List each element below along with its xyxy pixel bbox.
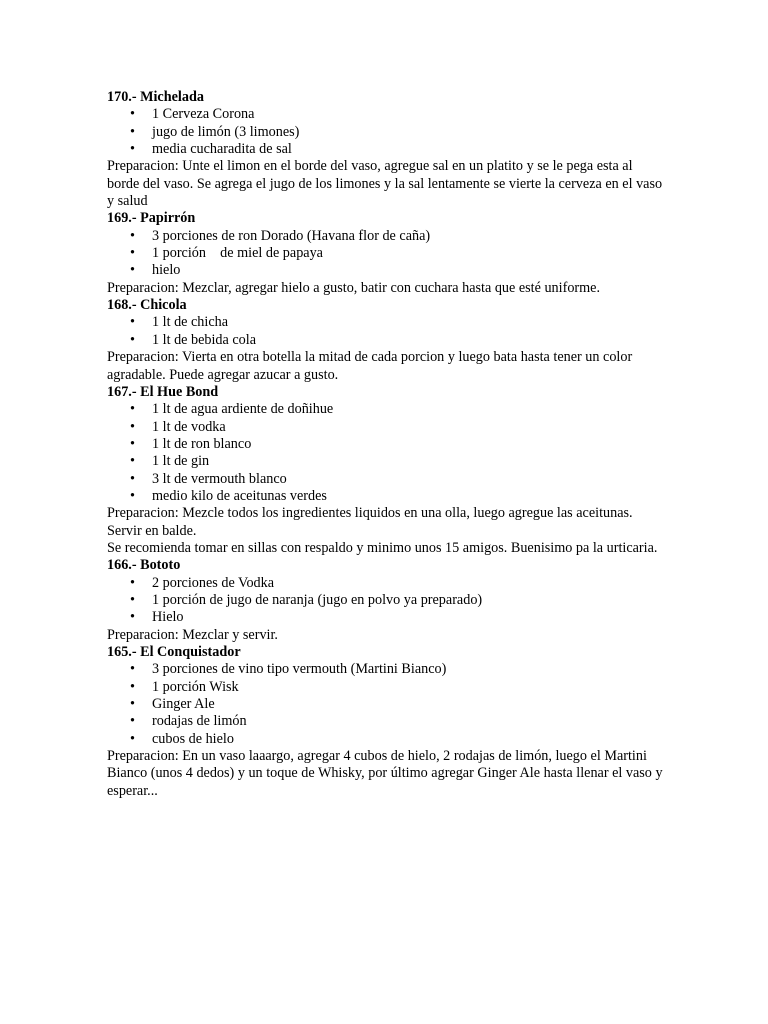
ingredient-text: 1 porción Wisk [152,678,239,695]
ingredient-list [107,106,667,158]
ingredient-text: cubos de hielo [152,730,234,747]
bullet-icon: • [130,470,135,487]
bullet-icon: • [130,661,135,678]
ingredient-item [107,314,667,331]
ingredient-text: 3 porciones de ron Dorado (Havana flor de caña) [152,227,431,244]
ingredient-text: 1 porción de jugo de naranja (jugo en polvo ya preparado) [152,591,483,608]
ingredient-text: 3 porciones de vino tipo vermouth (Martini Bianco) [152,661,447,678]
ingredient-item [107,696,667,713]
ingredient-item [107,661,667,678]
ingredient-text: 1 lt de chicha [152,314,229,331]
recipe-title: 167.- El Hue Bond [107,383,219,400]
recipe-section [107,89,667,210]
ingredient-text: jugo de limón (3 limones) [152,123,300,140]
bullet-icon: • [130,331,135,348]
ingredient-item [107,262,667,279]
ingredient-list [107,401,667,505]
preparation-note: Se recomienda tomar en sillas con respaldo y minimo unos 15 amigos. Buenisimo pa la urticaria. [107,539,658,556]
bullet-icon: • [130,453,135,470]
ingredient-item [107,471,667,488]
recipe-section [107,297,667,384]
ingredient-list [107,575,667,627]
ingredient-text: Hielo [152,609,184,626]
preparation-text: Preparacion: Mezcle todos los ingredientes liquidos en una olla, luego agregue las aceitunas. Servir en balde. [107,505,633,539]
ingredient-text: 3 lt de vermouth blanco [152,470,287,487]
ingredient-text: 1 Cerveza Corona [152,106,255,123]
recipe-section [107,210,667,297]
ingredient-item [107,609,667,626]
recipe-section [107,644,667,800]
ingredient-item [107,141,667,158]
ingredient-list [107,314,667,349]
preparation-text: Preparacion: En un vaso laaargo, agregar 4 cubos de hielo, 2 rodajas de limón, luego el Martini Bianco (unos 4 dedos) y un toque de Whisky, por último agregar Ginger Ale hasta llenar el vaso y esperar... [107,748,663,799]
ingredient-text: 1 porción de miel de papaya [152,245,323,262]
preparation-text: Preparacion: Unte el limon en el borde del vaso, agregue sal en un platito y se le pega esta al borde del vaso. Se agrega el jugo de los limones y la sal lentamente se vierte la cerveza en el vaso y salud [107,158,663,210]
bullet-icon: • [130,141,135,158]
ingredient-item [107,731,667,748]
bullet-icon: • [130,245,135,262]
recipe-title: 165.- El Conquistador [107,644,241,660]
bullet-icon: • [130,591,135,608]
ingredient-item [107,679,667,696]
recipe-section [107,557,667,644]
ingredient-item [107,575,667,592]
ingredient-item [107,245,667,262]
ingredient-item [107,453,667,470]
bullet-icon: • [130,106,135,123]
bullet-icon: • [130,487,135,504]
ingredient-item [107,106,667,123]
ingredient-item [107,401,667,418]
document-body [107,89,667,800]
recipe-title: 170.- Michelada [107,89,204,105]
ingredient-item [107,488,667,505]
bullet-icon: • [130,730,135,747]
recipe-title: 168.- Chicola [107,297,187,314]
ingredient-list [107,661,667,748]
ingredient-text: 1 lt de ron blanco [152,435,252,452]
bullet-icon: • [130,574,135,591]
bullet-icon: • [130,678,135,695]
ingredient-text: medio kilo de aceitunas verdes [152,487,327,504]
ingredient-text: rodajas de limón [152,713,247,730]
bullet-icon: • [130,227,135,244]
ingredient-item [107,332,667,349]
bullet-icon: • [130,262,135,279]
ingredient-item [107,228,667,245]
bullet-icon: • [130,696,135,713]
ingredient-text: 1 lt de vodka [152,418,226,435]
ingredient-text: media cucharadita de sal [152,141,292,158]
bullet-icon: • [130,713,135,730]
bullet-icon: • [130,435,135,452]
ingredient-item [107,124,667,141]
bullet-icon: • [130,314,135,331]
preparation-text: Preparacion: Mezclar, agregar hielo a gusto, batir con cuchara hasta que esté uniforme. [107,279,601,296]
recipe-title: 169.- Papirrón [107,210,196,227]
recipe-section [107,384,667,557]
ingredient-text: 1 lt de gin [152,453,210,470]
bullet-icon: • [130,401,135,418]
ingredient-item [107,713,667,730]
recipe-title: 166.- Bototo [107,557,181,574]
ingredient-text: 2 porciones de Vodka [152,574,275,591]
bullet-icon: • [130,418,135,435]
ingredient-list [107,228,667,280]
ingredient-text: hielo [152,262,181,279]
ingredient-item [107,436,667,453]
ingredient-item [107,592,667,609]
ingredient-text: 1 lt de agua ardiente de doñihue [152,401,334,418]
bullet-icon: • [130,609,135,626]
preparation-text: Preparacion: Mezclar y servir. [107,626,278,643]
ingredient-text: 1 lt de bebida cola [152,331,257,348]
ingredient-item [107,419,667,436]
preparation-text: Preparacion: Vierta en otra botella la mitad de cada porcion y luego bata hasta tener un color agradable. Puede agregar azucar a gusto. [107,349,633,383]
ingredient-text: Ginger Ale [152,696,215,713]
bullet-icon: • [130,123,135,140]
